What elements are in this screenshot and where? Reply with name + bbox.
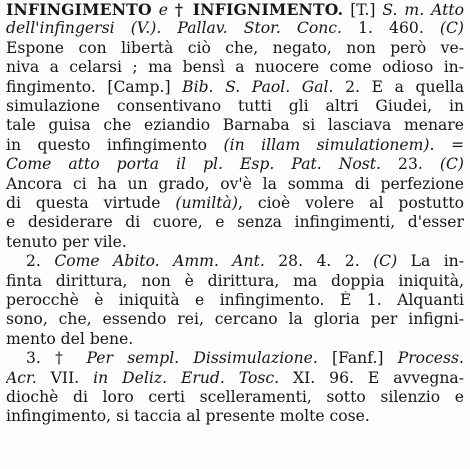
text-line <box>6 0 464 20</box>
italic-text: (in illam simulationem) <box>223 135 430 154</box>
text-line <box>6 19 464 38</box>
text-run: infingimento, si taccia al presente molte cose. <box>6 407 370 426</box>
text-line <box>6 407 464 426</box>
text-run: tale guisa che eziandio Barnaba si lasciava menare <box>6 116 464 135</box>
text-run: tenuto per vile. <box>6 232 127 251</box>
text-run: in questo infingimento <box>6 135 224 154</box>
text-run: finta dirittura, non è dirittura, ma doppia iniquità, <box>6 271 464 290</box>
text-run: 3. † <box>26 349 87 368</box>
text-run: mento del bene. <box>6 329 134 348</box>
italic-text: (umiltà) <box>175 194 238 212</box>
text-run: 23. <box>381 155 440 174</box>
text-run: , cioè volere al postutto <box>237 194 464 212</box>
headword: † INFIGNIMENTO. <box>174 0 344 19</box>
text-run: di questa virtude <box>6 194 176 212</box>
italic-text: (C) <box>373 252 398 271</box>
text-run: simulazione consentivano tutti gli altri Giudei, in <box>6 97 464 115</box>
text-line <box>6 175 464 194</box>
text-run: Ancora ci ha un grado, ov'è la somma di perfezione <box>6 174 464 193</box>
text-line <box>6 369 464 388</box>
text-line <box>26 349 464 368</box>
text-run: [T.] <box>343 1 383 19</box>
text-run: [Fanf.] <box>317 349 398 368</box>
text-run: 2. E a quella <box>333 77 464 96</box>
italic-text: Bib. S. Paol. Gal. <box>182 77 334 96</box>
text-run: perocchè è iniquità e infingimento. È 1. Alquanti <box>6 291 464 309</box>
text-run: VII. <box>36 368 94 387</box>
text-line <box>6 97 464 116</box>
text-line <box>6 194 464 213</box>
italic-text: e <box>151 1 175 19</box>
italic-text: Process. <box>397 349 464 368</box>
italic-text: S. m. Atto <box>382 1 464 19</box>
text-line <box>6 58 464 77</box>
text-line <box>6 213 464 232</box>
text-run: e desiderare di cuore, e senza infingimenti, d'esser <box>6 213 464 232</box>
text-line <box>6 310 464 329</box>
text-run: XI. 96. E avvegna- <box>279 368 464 387</box>
text-line <box>6 233 464 252</box>
text-run: sono, che, essendo rei, cercano la gloria per infigni- <box>6 310 464 329</box>
text-run: La in- <box>397 252 464 271</box>
text-line <box>6 330 464 349</box>
text-line <box>6 155 464 174</box>
text-run: fingimento. [Camp.] <box>6 77 183 96</box>
text-line <box>26 252 464 271</box>
italic-text: (C) <box>439 155 464 174</box>
text-run: . = <box>429 135 464 154</box>
text-run: 2. <box>26 252 55 271</box>
text-line <box>6 39 464 58</box>
text-line <box>6 272 464 291</box>
italic-text: dell'infingersi (V.). Pallav. Stor. Conc. <box>6 19 342 38</box>
italic-text: in Deliz. Erud. Tosc. <box>93 368 280 387</box>
text-line <box>6 291 464 310</box>
text-run: 28. 4. 2. <box>264 252 374 271</box>
italic-text: Per sempl. Dissimulazione. <box>86 349 318 368</box>
text-run: Espone con libertà ciò che, negato, non però ve- <box>6 38 464 57</box>
text-line <box>6 78 464 97</box>
text-run: diochè di loro certi scelleramenti, sotto silenzio e <box>6 388 464 406</box>
text-run: niva a celarsi ; ma bensì a nuocere come odioso in- <box>6 58 464 77</box>
text-line <box>6 136 464 155</box>
italic-text: Acr. <box>6 368 37 387</box>
italic-text: (C) <box>439 19 464 38</box>
headword: INFINGIMENTO <box>6 0 152 19</box>
italic-text: Come Abito. Amm. Ant. <box>54 252 265 271</box>
text-run: 1. 460. <box>341 19 440 38</box>
text-line <box>6 388 464 407</box>
text-line <box>6 116 464 135</box>
italic-text: Come atto porta il pl. Esp. Pat. Nost. <box>6 155 382 174</box>
